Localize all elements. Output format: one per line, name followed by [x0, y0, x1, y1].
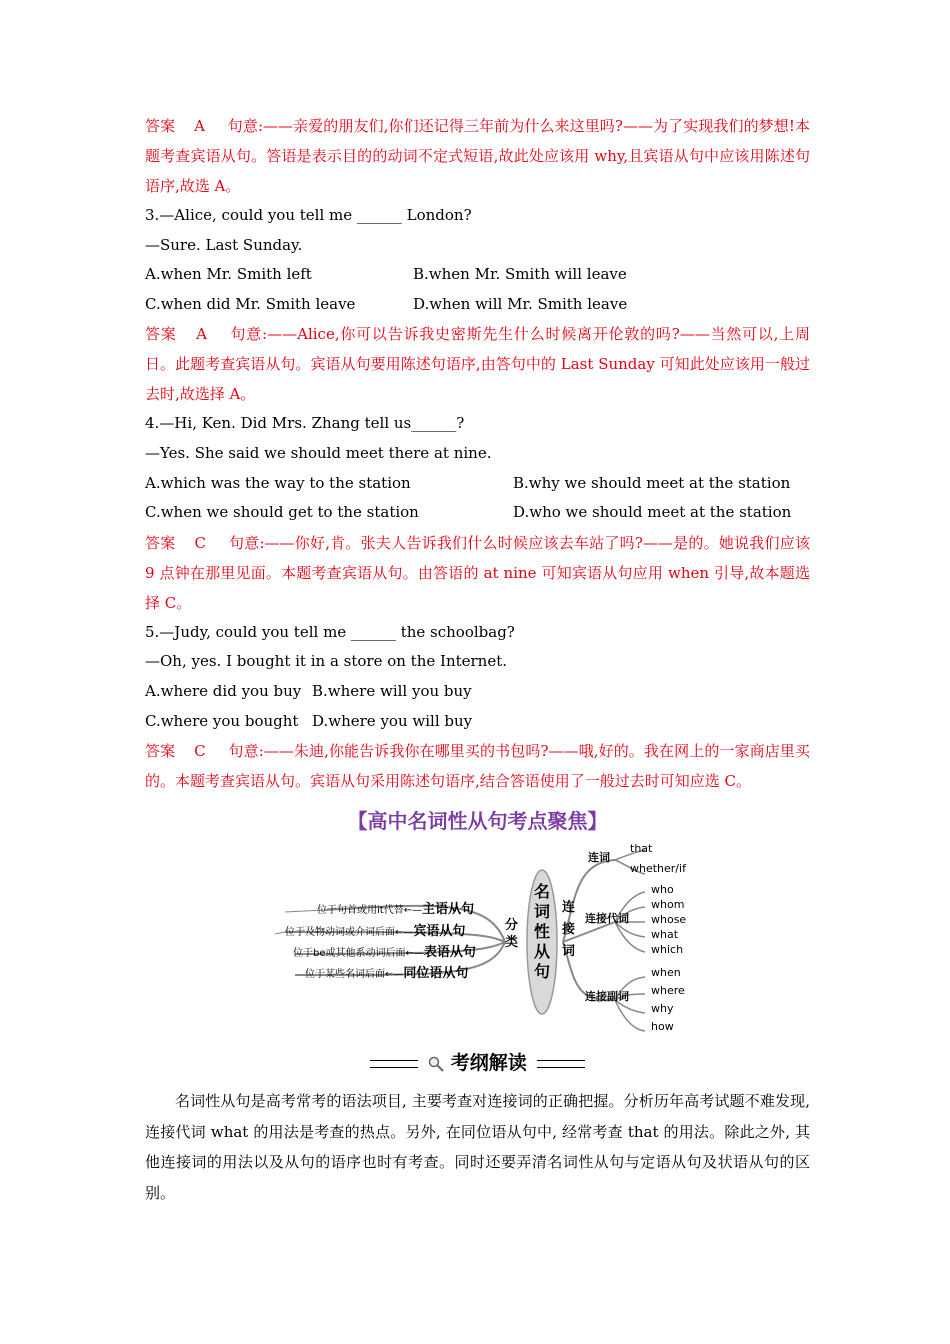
q3-reply: —Sure. Last Sunday. — [145, 235, 303, 254]
q4-options-row1 — [145, 469, 810, 499]
connective-word: which — [651, 943, 684, 957]
answer-explanation: 句意:——朱迪,你能告诉我你在哪里买的书包吗?——哦,好的。我在网上的一家商店里买的。本题考查宾语从句。宾语从句采用陈述句语序,结合答语使用了一般过去时可知应选 C。 — [145, 742, 810, 791]
mindmap-right-branch-label: 连接词 — [562, 900, 576, 960]
q5-stem: 5.—Judy, could you tell me ______ the schoolbag? — [145, 622, 515, 641]
q2-answer — [145, 111, 810, 201]
option-b: B.why we should meet at the station — [513, 473, 791, 492]
left-note: 位于句首或用it代替←—主语从句 — [317, 902, 475, 918]
q5-answer — [145, 736, 810, 796]
mindmap-left-branch-label: 分类 — [505, 918, 519, 951]
q4-options-row2 — [145, 498, 810, 528]
q4-answer — [145, 528, 810, 618]
noun-clause-mindmap — [145, 842, 810, 1042]
answer-label: 答案 — [145, 117, 176, 135]
answer-letter: C — [194, 742, 206, 761]
mindmap-center-label: 名词性从句 — [533, 882, 550, 982]
q3-stem: 3.—Alice, could you tell me ______ London? — [145, 206, 472, 224]
document-page — [145, 110, 810, 1208]
option-d: D.where you will buy — [312, 711, 473, 730]
connective-word: when — [651, 966, 681, 980]
connective-word: that — [630, 842, 653, 856]
option-c: C.when did Mr. Smith leave — [145, 294, 356, 313]
q5-options-row2 — [145, 707, 810, 737]
kaogang-title — [145, 1046, 810, 1080]
q4-stem: 4.—Hi, Ken. Did Mrs. Zhang tell us______? — [145, 414, 465, 433]
option-b: B.where will you buy — [312, 681, 472, 700]
option-a: A.where did you buy — [145, 681, 302, 700]
magnifier-icon — [428, 1056, 444, 1072]
answer-letter: A — [196, 325, 207, 344]
q3-options-row2 — [145, 290, 810, 320]
q4-reply: —Yes. She said we should meet there at nine. — [145, 443, 492, 462]
kaogang-title-text: 考纲解读 — [450, 1052, 527, 1075]
connective-word: why — [651, 1002, 674, 1016]
option-b: B.when Mr. Smith will leave — [413, 265, 627, 284]
mindmap-lines — [145, 842, 810, 1042]
q5-reply: —Oh, yes. I bought it in a store on the Internet. — [145, 652, 508, 671]
option-c: C.where you bought — [145, 711, 299, 730]
connective-word: whom — [651, 898, 685, 912]
left-note: 位于某些名词后面←—同位语从句 — [305, 966, 469, 982]
answer-label: 答案 — [145, 325, 177, 344]
q3-options-row1 — [145, 260, 810, 290]
q3-answer — [145, 319, 810, 409]
kaogang-paragraph: 名词性从句是高考常考的语法项目, 主要考查对连接词的正确把握。分析历年高考试题不难发现, 连接代词 what 的用法是考查的热点。另外, 在同位语从句中, 经常考查 that 的用法。除此之外, 其他连接词的用法以及从句的语序也时有考查。同时还要弄清名词性从句与定语从句及状语从句的区别。 — [145, 1092, 810, 1202]
divider — [537, 1060, 585, 1068]
option-a: A.which was the way to the station — [145, 473, 411, 492]
option-c: C.when we should get to the station — [145, 503, 419, 522]
left-note: 位于be或其他系动词后面←—表语从句 — [293, 945, 476, 961]
group-label: 连接代词 — [585, 912, 629, 926]
option-a: A.when Mr. Smith left — [145, 265, 312, 284]
connective-word: where — [651, 984, 685, 998]
option-d: D.when will Mr. Smith leave — [413, 294, 628, 313]
answer-letter: A — [194, 117, 205, 135]
answer-letter: C — [194, 533, 206, 552]
option-d: D.who we should meet at the station — [513, 503, 792, 522]
section-title: 【高中名词性从句考点聚焦】 — [347, 809, 608, 834]
connective-word: whether/if — [630, 862, 686, 876]
answer-label: 答案 — [145, 533, 176, 552]
answer-label: 答案 — [145, 742, 176, 761]
connective-word: whose — [651, 913, 687, 927]
group-label: 连词 — [588, 851, 610, 865]
left-note: 位于及物动词或介词后面←—宾语从句 — [285, 924, 466, 940]
answer-explanation: 句意:——你好,肯。张夫人告诉我们什么时候应该去车站了吗?——是的。她说我们应该 9 点钟在那里见面。本题考查宾语从句。由答语的 at nine 可知宾语从句应用 when 引导,故本题选择 C。 — [145, 533, 810, 612]
answer-explanation: 句意:——Alice,你可以告诉我史密斯先生什么时候离开伦敦的吗?——当然可以,上周日。此题考查宾语从句。宾语从句要用陈述句语序,由答句中的 Last Sunday 可知此处应该用一般过去时,故选择 A。 — [145, 325, 810, 404]
group-label: 连接副词 — [585, 990, 629, 1004]
divider — [370, 1060, 418, 1068]
connective-word: how — [651, 1020, 674, 1034]
connective-word: what — [651, 928, 679, 942]
q5-options-row1 — [145, 677, 810, 707]
connective-word: who — [651, 883, 674, 897]
answer-explanation: 句意:——亲爱的朋友们,你们还记得三年前为什么来这里吗?——为了实现我们的梦想!本题考查宾语从句。答语是表示目的的动词不定式短语,故此处应该用 why,且宾语从句中应该用陈述句语序,故选 A。 — [145, 117, 810, 195]
